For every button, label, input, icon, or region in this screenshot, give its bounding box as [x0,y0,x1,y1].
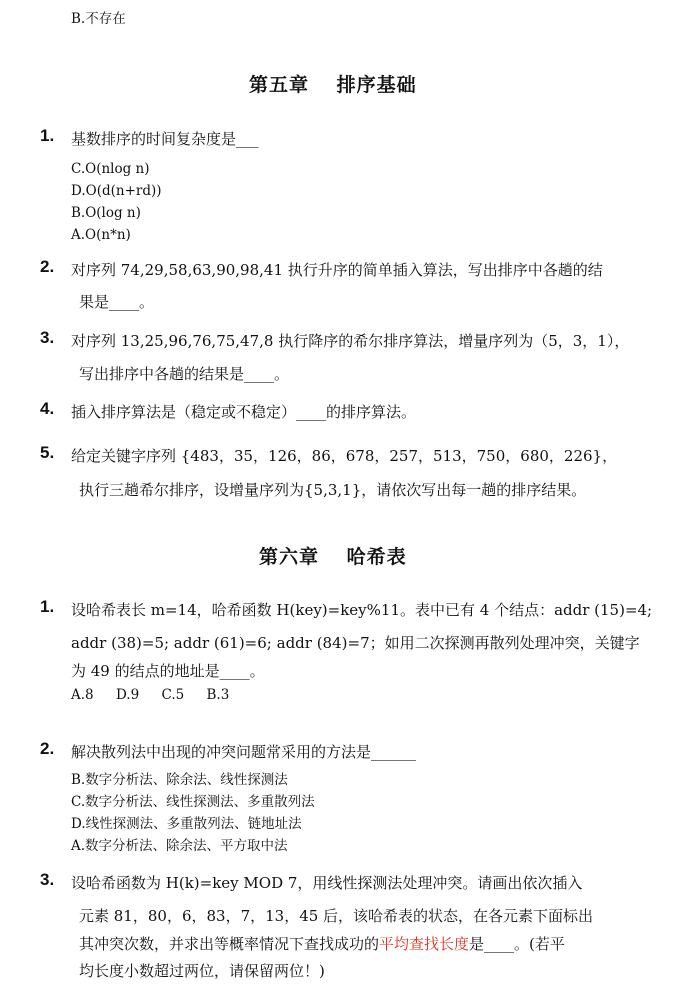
highlighted-term: 平均查找长度 [379,935,470,953]
question-number: 2. [40,739,55,758]
text: 是____。(若平 [469,935,565,953]
question-text: 设哈希表长 m=14，哈希函数 H(key)=key%11。表中已有 4 个结点：addr (15)=4; [71,601,653,619]
question-text: 插入排序算法是（稳定或不稳定）____的排序算法。 [71,403,417,421]
question-text-line [79,933,565,954]
question-number: 1. [40,597,55,616]
question-text: addr (38)=5; addr (61)=6; addr (84)=7；如用二次探测再散列处理冲突，关键字 [71,634,640,652]
inline-options [71,684,247,706]
question-number: 3. [40,870,55,889]
question-number: 2. [40,257,55,276]
question-text: 写出排序中各趟的结果是____。 [79,365,290,383]
option: C.O(nlog n) [71,161,150,177]
question-text: 对序列 74,29,58,63,90,98,41 执行升序的简单插入算法，写出排序中各趟的结 [71,261,603,279]
chapter-6-title: 第六章 哈希表 [259,546,407,568]
question-text: 均长度小数超过两位，请保留两位！) [79,962,325,980]
option: D.O(d(n+rd)) [71,183,162,199]
question-text: 执行三趟希尔排序，设增量序列为{5,3,1}，请依次写出每一趟的排序结果。 [79,481,587,499]
question-text: 给定关键字序列 {483，35，126，86，678，257，513，750，680，226}， [71,447,618,465]
option: A.O(n*n) [71,227,131,243]
option: B.3 [206,687,230,703]
option: A.数字分析法、除余法、平方取中法 [71,838,288,854]
text: 其冲突次数，并求出等概率情况下查找成功的 [79,935,380,953]
chapter-5-title: 第五章 排序基础 [249,74,417,96]
question-text: 基数排序的时间复杂度是___ [71,130,259,148]
option: B.数字分析法、除余法、线性探测法 [71,772,288,788]
option: D.9 [115,687,140,703]
question-text: 果是____。 [79,293,155,311]
option: A.8 [71,687,94,703]
question-text: 为 49 的结点的地址是____。 [71,662,265,680]
question-text: 对序列 13,25,96,76,75,47,8 执行降序的希尔排序算法，增量序列为（5，3，1）， [71,332,630,350]
question-number: 5. [40,443,55,462]
question-number: 1. [40,126,55,145]
question-number: 3. [40,328,55,347]
option: B.O(log n) [71,205,141,221]
question-text: 设哈希函数为 H(k)=key MOD 7，用线性探测法处理冲突。请画出依次插入 [71,874,583,892]
question-text: 元素 81，80，6，83，7，13，45 后，该哈希表的状态，在各元素下面标出 [79,907,594,925]
option: C.5 [161,687,185,703]
option: C.数字分析法、线性探测法、多重散列法 [71,794,315,810]
option: D.线性探测法、多重散列法、链地址法 [71,816,302,832]
option-b: B.不存在 [71,11,126,27]
question-number: 4. [40,399,55,418]
question-text: 解决散列法中出现的冲突问题常采用的方法是______ [71,743,417,761]
